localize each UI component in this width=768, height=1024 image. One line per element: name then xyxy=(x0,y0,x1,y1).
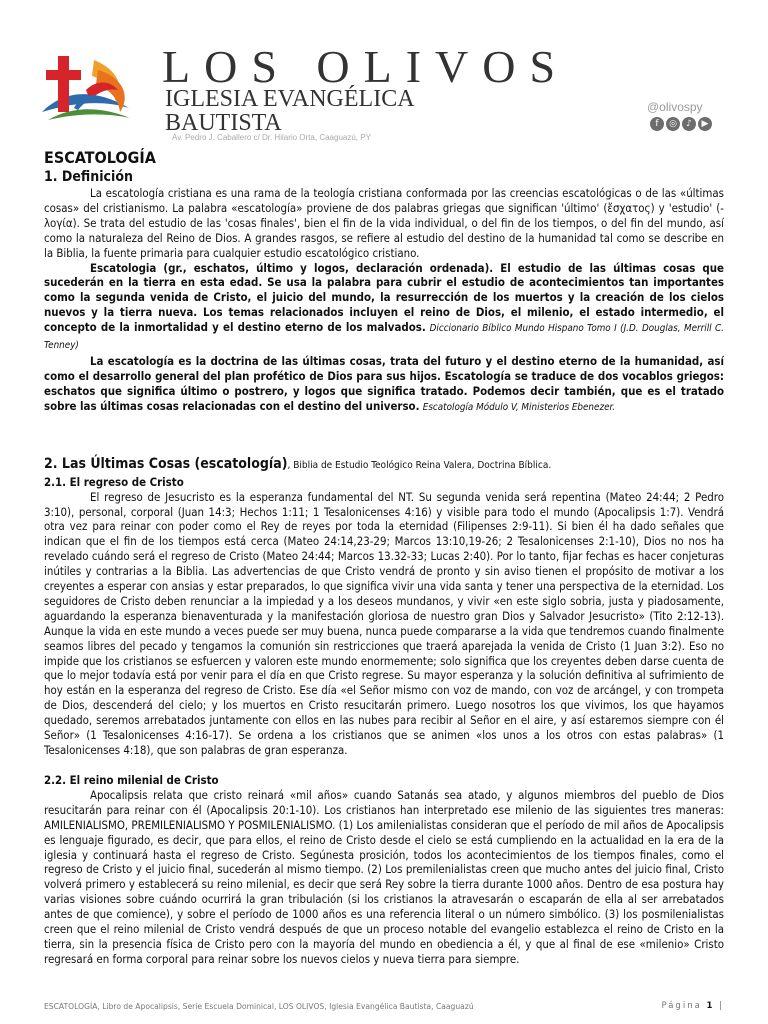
definition-paragraph-3: La escatología es la doctrina de las últimas cosas, trata del futuro y el destino eterno de la humanidad, así como el desarrollo general del plan profético de Dios para sus hijos. Escatología se traduce de dos vocablos griegos: eschatos que significa último o postrero, y logos que significa tratado. Podemos decir también, que es el tratado sobre las últimas cosas relacionadas con el destino del universo. Escatología Módulo V, Ministerios Ebenezer. xyxy=(44,353,724,413)
subsection-2-1-heading: 2.1. El regreso de Cristo xyxy=(44,474,184,489)
section-2-heading: 2. Las Últimas Cosas (escatología), Biblia de Estudio Teológico Reina Valera, Doctrina Bíblica. xyxy=(44,455,552,472)
twitter-icon[interactable]: ♪ xyxy=(682,117,696,131)
page-header xyxy=(0,0,768,140)
milenio-paragraph: Apocalipsis relata que cristo reinará «mil años» cuando Satanás sea atado, y algunos miembros del pueblo de Dios resucitarán para reinar con él (Apocalipsis 20:1-10). Los cristianos han interpretado ese milenio de las siguientes tres maneras: AMILENIALISMO, PREMILENIALISMO Y POSMILENIALISMO. (1) Los amilenialistas consideran que el período de mil años de Apocalipsis es lenguaje figurado, es decir, que para ellos, el reino de Cristo desde el cielo se está cumpliendo en la actualidad en la era de la iglesia y continuará hasta el regreso de Cristo. Segúnesta prosición, todos los acontecimientos de los tiempos finales, como el regreso de Cristo y el juicio final, sucederán al mismo tiempo. (2) Los premilenialistas creen que mucho antes del juicio final, Cristo volverá primero y establecerá su reino milenial, es decir que será Rey sobre la tierra durante 1000 años. Dentro de esa postura hay varias visiones sobre cuándo ocurrirá la gran tribulación (si los cristianos la atravesarán o escaparán de ella al ser arrebatados antes de que comience), y sobre el período de 1000 años es una referencia literal o un número simbólico. (3) los posmilenialistas creen que el reino milenial de Cristo vendrá después de que un proceso notable del evangelio establezca el reino de Cristo en la tierra, sin la presencia física de Cristo pero con la mayoría del mundo en obediencia a él, y que al final de ese «milenio» Cristo regresará en forma corporal para reinar sobre los nuevos cielos y nueva tierra para siempre. xyxy=(44,787,724,966)
definition-paragraph-1: La escatología cristiana es una rama de la teología cristiana conformada por las creencias escatológicas o de las «últimas cosas» del cristianismo. La palabra «escatología» proviene de dos palabras griegas que significan 'último' (ἔσχατος) y 'estudio' (-λογία). Se trata del estudio de las 'cosas finales', bien el fin de la vida individual, o del fin de los tiempos, o del fin del mundo, así como la naturaleza del Reino de Dios. A grandes rasgos, se refiere al estudio del destino de la humanidad tal como se describe en la Biblia, la fuente primaria para cualquier estudio escatológico cristiano. xyxy=(44,186,724,260)
social-icons xyxy=(650,117,712,131)
citation-ebenezer: Escatología Módulo V, Ministerios Ebenezer. xyxy=(422,401,616,413)
instagram-icon[interactable]: ◎ xyxy=(666,117,680,131)
page-number: Página 1 | xyxy=(661,1001,724,1011)
church-address: Av. Pedro J. Caballero c/ Dr. Hilario Orta, Caaguazú, PY xyxy=(172,133,371,142)
footer-text: ESCATOLOGÍA, Libro de Apocalipsis, Serie Escuela Dominical, LOS OLIVOS, Iglesia Evangélica Bautista, Caaguazú xyxy=(44,1002,474,1011)
page-footer xyxy=(44,1002,724,1011)
document-title: ESCATOLOGÍA xyxy=(44,148,156,167)
youtube-icon[interactable]: ▶ xyxy=(698,117,712,131)
regreso-paragraph: El regreso de Jesucristo es la esperanza fundamental del NT. Su segunda venida será repentina (Mateo 24:44; 2 Pedro 3:10), personal, corporal (Juan 14:3; Hechos 1:11; 1 Tesalonicenses 4:16) y visible para todo el mundo (Apocalipsis 1:7). Vendrá otra vez para reinar con poder como el Rey de reyes por toda la eternidad (Filipenses 2:9-11). Si bien él ha dado señales que indican que el fin de los tiempos está cerca (Mateo 24:14,23-29; Marcos 13:10,19-26; 2 Tesalonicenses 2:1-10), Dios no nos ha revelado cuándo será el regreso de Cristo (Mateo 24:44; Marcos 13.32-33; Lucas 2:40). Por lo tanto, fijar fechas es hacer conjeturas inútiles y contrarias a la Biblia. Las advertencias de que Cristo vendrá de pronto y sin aviso tienen el propósito de motivar a los creyentes a esperar con ansias y estar preparados, lo que significa vivir una vida santa y tener una perspectiva de la eternidad. Los seguidores de Cristo deben renunciar a la impiedad y a los deseos mundanos, y vivir «en este siglo sobria, justa y piadosamente, aguardando la esperanza bienaventurada y la manifestación gloriosa de nuestro gran Dios y Salvador Jesucristo» (Tito 2:12-13). Aunque la vida en este mundo a veces puede ser muy buena, nunca puede compararse a la vida que tendremos cuando finalmente seamos libres del pecado y tengamos la comunión sin restricciones que traerá aparejada la venida de Cristo (1 Juan 3:2). Eso no impide que los cristianos se esfuercen y valoren este mundo enormemente; solo significa que los creyentes deben darse cuenta de que lo mejor todavía está por venir para el día en que Cristo regrese. Su mayor esperanza y la solución definitiva al sufrimiento de hoy están en la esperanza del regreso de Cristo. Ese día «el Señor mismo con voz de mando, con voz de arcángel, y con trompeta de Dios, descenderá del cielo; y los muertos en Cristo resucitarán primero. Luego nosotros los que vivimos, los que hayamos quedado, seremos arrebatados juntamente con ellos en las nubes para recibir al Señor en el aire, y así estaremos siempre con él Señor» (1 Tesalonicenses 4:16-17). Se ordena a los cristianos que se animen «los unos a los otros con estas palabras» (1 Tesalonicenses 4:18), que son palabras de gran esperanza. xyxy=(44,489,724,757)
subsection-2-2-heading: 2.2. El reino milenial de Cristo xyxy=(44,772,219,787)
church-name: LOS OLIVOS xyxy=(162,41,570,92)
document-body xyxy=(44,148,724,967)
facebook-icon[interactable]: f xyxy=(650,117,664,131)
citation-diccionario: Diccionario Bíblico Mundo Hispano Tomo I (J.D. Douglas, Merrill C. Tenney) xyxy=(44,323,724,352)
church-subtitle-line2: BAUTISTA xyxy=(165,110,282,136)
church-subtitle-line1: IGLESIA EVANGÉLICA xyxy=(165,86,415,112)
section-1-heading: 1. Definición xyxy=(44,169,133,185)
definition-paragraph-2: Escatologia (gr., eschatos, último y logos, declaración ordenada). El estudio de las últimas cosas que sucederán en la tierra en esta edad. Se usa la palabra para cubrir el estudio de acontecimientos tan importantes como la segunda venida de Cristo, el juicio del mundo, la resurrección de los muertos y la creación de los cielos nuevos y la tierra nueva. Los temas relacionados incluyen el reino de Dios, el milenio, el estado intermedio, el concepto de la inmortalidad y el destino eterno de los malvados. Diccionario Bíblico Mundo Hispano Tomo I (J.D. Douglas, Merrill C. Tenney) xyxy=(44,260,724,352)
social-handle: @olivospy xyxy=(647,100,703,114)
church-logo xyxy=(34,50,144,140)
section-2-source: , Biblia de Estudio Teológico Reina Valera, Doctrina Bíblica. xyxy=(287,459,552,471)
